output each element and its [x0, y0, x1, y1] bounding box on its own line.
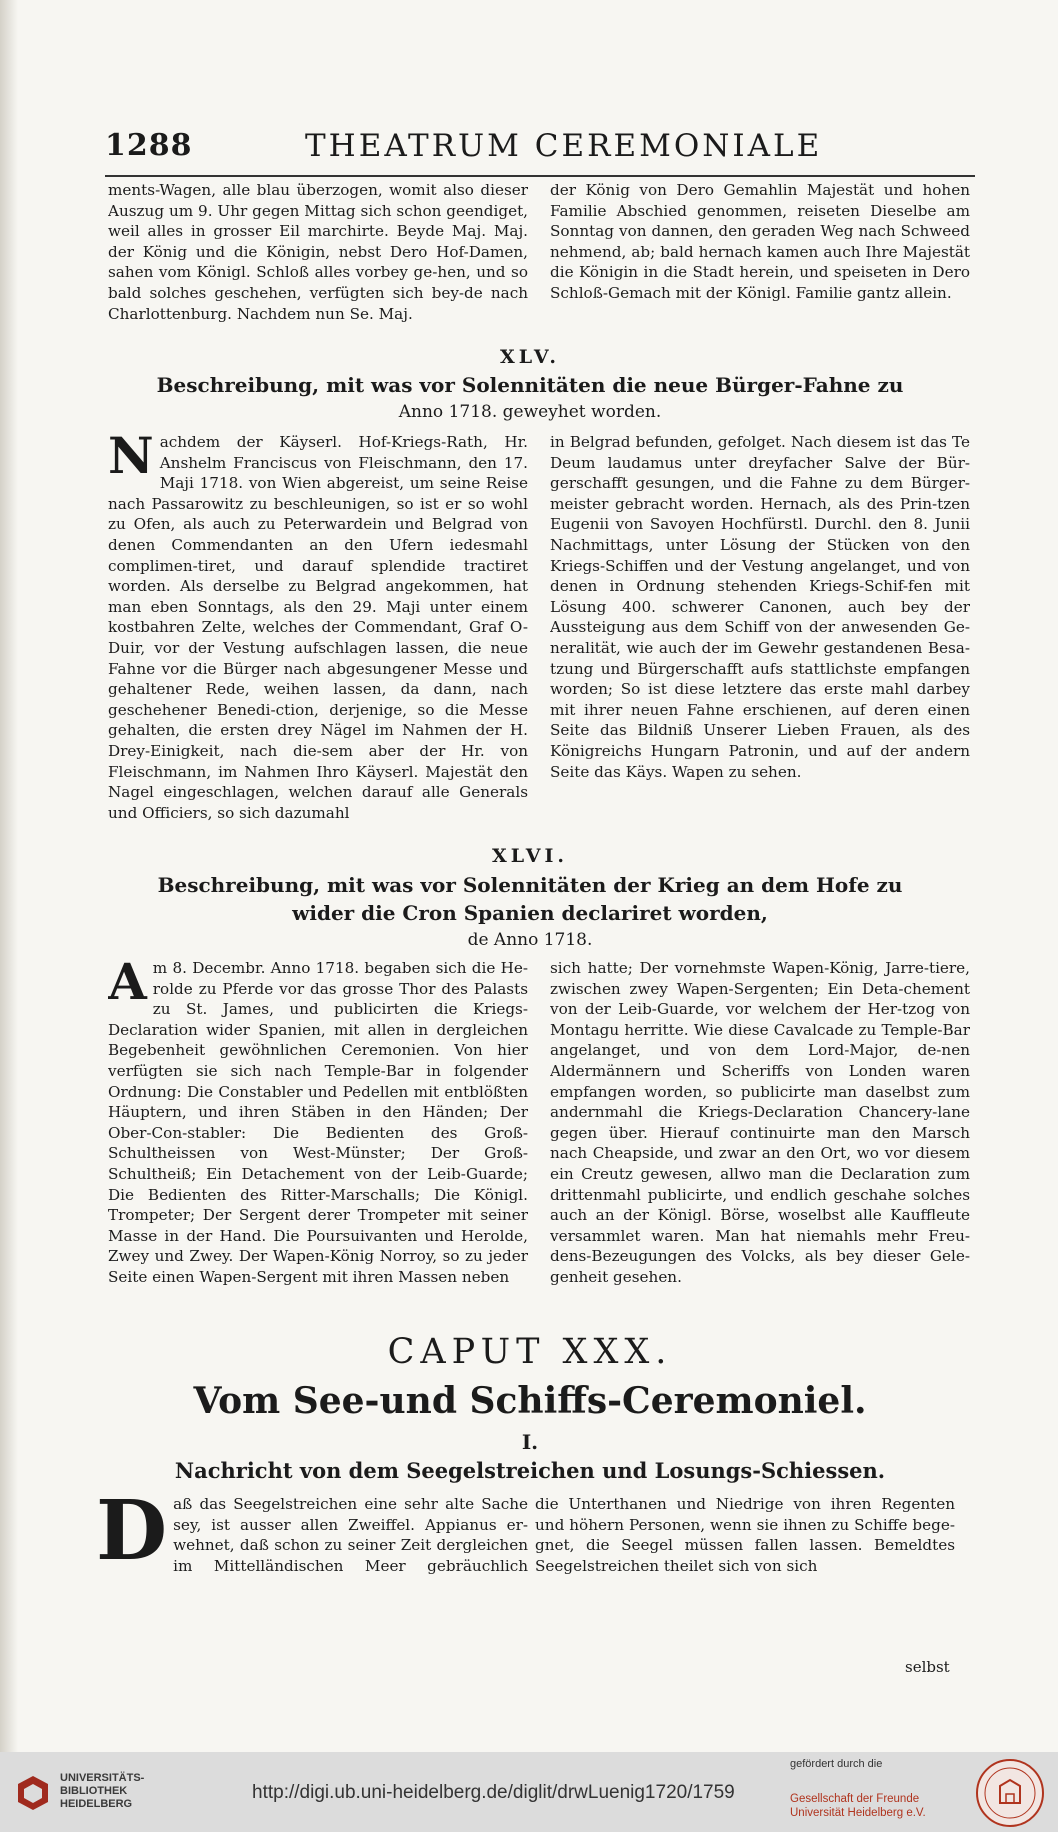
page-number: 1288	[105, 128, 193, 163]
section-number: I.	[521, 1430, 539, 1454]
society-name	[790, 1792, 926, 1820]
society-seal-icon	[975, 1758, 1045, 1828]
drop-cap: D	[96, 1494, 168, 1578]
section45-left-column	[108, 432, 528, 838]
page-edge-shadow	[0, 0, 18, 1752]
drop-cap: A	[108, 958, 147, 1011]
paragraph: ments-Wagen, alle blau überzogen, womit also dieser Auszug um 9. Uhr gegen Mittag sich schon geendiget, weil alles in grosser Eil marchirte. Beyde Maj. Maj. der König und die Königin, nebst Dero Hof-Damen, sahen vom Königl. Schloß alles vorbey ge-hen, und so bald solches geschehen, verfügten sich bey-de nach Charlottenburg. Nachdem nun Se. Maj.	[108, 181, 528, 323]
section45-right-column	[550, 432, 970, 838]
header-rule	[105, 175, 975, 177]
section-title-line2: wider die Cron Spanien declariret worden,	[292, 901, 768, 925]
chapter-right-column	[535, 1494, 955, 1578]
society-name-line: Gesellschaft der Freunde	[790, 1793, 920, 1805]
library-name	[60, 1772, 144, 1811]
section-title: Beschreibung, mit was vor Solennitäten die neue Bürger-Fahne zu	[156, 373, 904, 397]
catchword: selbst	[905, 1658, 950, 1676]
chapter-title: Vom See-und Schiffs-Ceremoniel.	[193, 1380, 867, 1422]
section-number: XLVI.	[491, 845, 569, 867]
funded-by-label: gefördert durch die	[790, 1758, 883, 1770]
paragraph: aß das Seegelstreichen eine sehr alte Sache sey, ist ausser allen Zweiffel. Appianus er-wehnet, daß schon zu seiner Zeit dergleichen im Mittelländischen Meer gebräuchlich	[173, 1495, 528, 1575]
drop-cap: N	[108, 432, 154, 485]
section46-left-column	[108, 958, 528, 1324]
section-subtitle: Anno 1718. geweyhet worden.	[398, 402, 662, 422]
paragraph: m 8. Decembr. Anno 1718. begaben sich die He-rolde zu Pferde vor das grosse Thor des Palasts zu St. James, und publicirten die Kriegs-Declaration wider Spanien, mit allen in dergleichen Begebenheit gewöhnlichen Ceremonien. Von hier verfügten sie sich nach Temple-Bar in folgender Ordnung: Die Constabler und Pedellen mit entblößten Häuptern, und ihren Stäben in den Händen; Der Ober-Con-stabler: Die Bedienten des Groß-Schultheissen von West-Münster; Der Groß-Schultheiß; Ein Detachement von der Leib-Guarde; Die Bedienten des Ritter-Marschalls; Die Königl. Trompeter; Der Sergent derer Trompeter mit seiner Masse in der Hand. Die Poursuivanten und Herolde, Zwey und Zwey. Der Wapen-König Norroy, so zu jeder Seite einen Wapen-Sergent mit ihren Massen neben	[108, 959, 528, 1286]
paragraph: die Unterthanen und Niedrige von ihren Regenten und höhern Personen, wenn sie ihnen zu Schiffe bege-gnet, die Seegel müssen fallen lassen. Bemeldtes Seegelstreichen theilet sich von sich	[535, 1495, 955, 1575]
section-subtitle: de Anno 1718.	[467, 930, 593, 950]
paragraph: achdem der Käyserl. Hof-Kriegs-Rath, Hr. Anshelm Franciscus von Fleischmann, den 17. Maji 1718. von Wien abgereist, um seine Reise nach Passarowitz zu beschleunigen, so ist er so wohl zu Ofen, als auch zu Peterwardein und Belgrad von denen Commendanten an den Ufern iedesmahl complimen-tiret, und darauf splendide tractiret worden. Als derselbe zu Belgrad angekommen, hat man eben Sonntags, als den 29. Maji unter einem kostbahren Zelte, welches der Commendant, Graf O-Duir, vor der Vestung aufschlagen lassen, die neue Fahne vor die Bürger nach abgesungener Messe und gehaltener Rede, weihen lassen, da dann, nach geschehener Benedi-ction, derjenige, so die Messe gehalten, die ersten drey Nägel im Nahmen der H. Drey-Einigkeit, nach die-sem aber der Hr. von Fleischmann, im Nahmen Ihro Käyserl. Majestät den Nagel eingeschlagen, welchen darauf alle Generals und Officiers, so sich dazumahl	[108, 433, 528, 822]
library-name-line: HEIDELBERG	[60, 1798, 133, 1810]
paragraph: der König von Dero Gemahlin Majestät und hohen Familie Abschied genommen, reiseten Dieselbe am Sonntag von dannen, den geraden Weg nach Schweed nehmend, ab; bald hernach kamen auch Ihre Majestät die Königin in die Stadt herein, und speiseten in Dero Schloß-Gemach mit der Königl. Familie gantz allein.	[550, 181, 970, 302]
library-logo-icon	[16, 1774, 50, 1812]
viewer-footer	[0, 1752, 1058, 1832]
society-name-line: Universität Heidelberg e.V.	[790, 1807, 926, 1819]
running-title: THEATRUM CEREMONIALE	[305, 128, 823, 164]
section-number: XLV.	[500, 346, 560, 368]
section46-right-column	[550, 958, 970, 1324]
permalink-url[interactable]: http://digi.ub.uni-heidelberg.de/diglit/drwLuenig1720/1759	[252, 1782, 735, 1803]
continuation-left-column	[108, 180, 528, 346]
section-title: Beschreibung, mit was vor Solennitäten der Krieg an dem Hofe zu	[157, 873, 903, 897]
section-title: Nachricht von dem Seegelstreichen und Losungs-Schiessen.	[174, 1458, 886, 1483]
paragraph: sich hatte; Der vornehmste Wapen-König, Jarre-tiere, zwischen zwey Wapen-Sergenten; Ein Deta-chement von der Leib-Guarde, vor welchem der Her-tzog von Montagu herritte. Wie diese Cavalcade zu Temple-Bar angelanget, und von dem Lord-Major, de-nen Aldermännern und Scheriffs von Londen waren empfangen worden, so publicirte man daselbst zum andernmahl die Kriegs-Declaration Chancery-lane gegen über. Hierauf continuirte man den Marsch nach Cheapside, und zwar an den Ort, wo vor diesem ein Creutz gewesen, allwo man die Declaration zum drittenmahl publicirte, und endlich geschahe solches auch an der Königl. Börse, woselbst alle Kauffleute versammlet waren. Man hat niemahls mehr Freu-dens-Bezeugungen des Volcks, als bey dieser Gele-genheit gesehen.	[550, 959, 970, 1286]
library-name-line: BIBLIOTHEK	[60, 1785, 128, 1797]
paragraph: in Belgrad befunden, gefolget. Nach diesem ist das Te Deum laudamus unter dreyfacher Salve der Bür-gerschafft gesungen, und die Fahne zu dem Bürger-meister gebracht worden. Hernach, als des Prin-tzen Eugenii von Savoyen Hochfürstl. Durchl. den 8. Junii Nachmittags, unter Lösung der Stücken von den Kriegs-Schiffen und der Vestung angelanget, und von denen in Ordnung stehenden Kriegs-Schif-fen mit Lösung 400. schwerer Canonen, auch bey der Aussteigung aus dem Schiff von der anwesenden Ge-neralität, wie auch der im Gewehr gestandenen Besa-tzung und Bürgerschafft aufs stattlichste empfangen worden; So ist diese letztere das erste mahl darbey mit ihrer neuen Fahne erschienen, auf deren einen Seite das Bildniß Unserer Lieben Frauen, als des Königreichs Hungarn Patronin, und auf der andern Seite das Käys. Wapen zu sehen.	[550, 433, 970, 781]
library-name-line: UNIVERSITÄTS-	[60, 1772, 145, 1784]
page-header	[105, 128, 975, 180]
continuation-right-column	[550, 180, 970, 346]
chapter-left-column	[96, 1494, 528, 1578]
chapter-heading: CAPUT XXX.	[387, 1332, 673, 1372]
